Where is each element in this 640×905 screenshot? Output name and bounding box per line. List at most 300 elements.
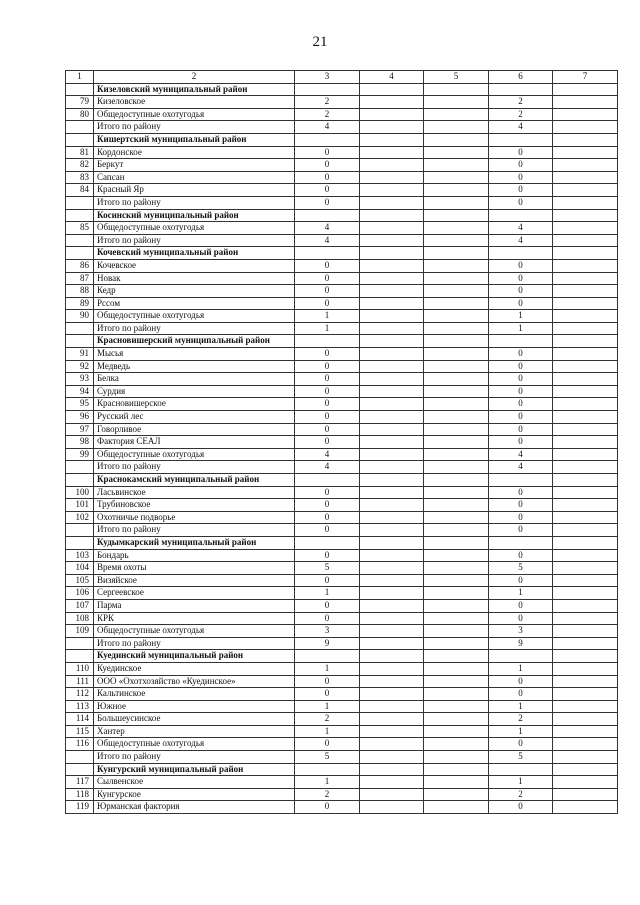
empty-cell (553, 247, 618, 260)
column-6-value: 0 (489, 146, 553, 159)
district-name: Кишертский муниципальный район (94, 133, 295, 146)
hunting-ground-name: Сапсан (94, 171, 295, 184)
row-number-cell: 87 (66, 272, 94, 285)
column-6-value: 4 (489, 448, 553, 461)
district-header-row (66, 83, 618, 96)
total-label: Итого по району (94, 121, 295, 134)
column-6-value: 5 (489, 562, 553, 575)
row-number-cell (66, 83, 94, 96)
empty-cell (553, 133, 618, 146)
empty-cell (360, 688, 424, 701)
district-total-row (66, 751, 618, 764)
empty-cell (553, 360, 618, 373)
empty-cell (553, 587, 618, 600)
table-body (66, 71, 618, 814)
row-number-cell (66, 637, 94, 650)
empty-cell (553, 348, 618, 361)
hunting-ground-name: Хантер (94, 725, 295, 738)
empty-cell (360, 322, 424, 335)
column-6-value: 1 (489, 310, 553, 323)
column-3-value: 0 (295, 486, 360, 499)
empty-cell (553, 196, 618, 209)
empty-cell (360, 524, 424, 537)
column-3-value: 0 (295, 259, 360, 272)
column-3-value: 4 (295, 222, 360, 235)
hunting-ground-name: Кунгурское (94, 788, 295, 801)
row-number-cell: 80 (66, 108, 94, 121)
hunting-ground-name: Красновишерское (94, 398, 295, 411)
row-number-cell: 101 (66, 499, 94, 512)
empty-cell (424, 625, 489, 638)
empty-cell (424, 385, 489, 398)
district-header-row (66, 763, 618, 776)
column-3-value: 0 (295, 385, 360, 398)
column-3-value: 0 (295, 436, 360, 449)
empty-cell (553, 625, 618, 638)
empty-cell (360, 599, 424, 612)
empty-cell (553, 448, 618, 461)
total-label: Итого по району (94, 637, 295, 650)
table-row (66, 713, 618, 726)
column-6-value: 1 (489, 725, 553, 738)
row-number-cell: 109 (66, 625, 94, 638)
table-row (66, 108, 618, 121)
empty-cell (360, 385, 424, 398)
empty-cell (489, 650, 553, 663)
empty-cell (553, 184, 618, 197)
column-3-value: 0 (295, 272, 360, 285)
table-row (66, 448, 618, 461)
row-number-cell (66, 536, 94, 549)
empty-cell (360, 499, 424, 512)
empty-cell (553, 650, 618, 663)
empty-cell (553, 776, 618, 789)
empty-cell (424, 574, 489, 587)
hunting-ground-name: Парма (94, 599, 295, 612)
empty-cell (553, 285, 618, 298)
hunting-ground-name: Говорливое (94, 423, 295, 436)
table-row (66, 688, 618, 701)
table-row (66, 272, 618, 285)
empty-cell (553, 171, 618, 184)
column-3-value: 1 (295, 700, 360, 713)
empty-cell (424, 650, 489, 663)
table-row (66, 310, 618, 323)
empty-cell (360, 247, 424, 260)
table-row (66, 486, 618, 499)
empty-cell (553, 738, 618, 751)
empty-cell (295, 247, 360, 260)
row-number-cell: 81 (66, 146, 94, 159)
table-row (66, 574, 618, 587)
district-name: Куединский муниципальный район (94, 650, 295, 663)
empty-cell (360, 612, 424, 625)
empty-cell (553, 159, 618, 172)
row-number-cell: 111 (66, 675, 94, 688)
empty-cell (295, 536, 360, 549)
column-6-value: 0 (489, 675, 553, 688)
column-6-value: 0 (489, 171, 553, 184)
empty-cell (424, 725, 489, 738)
empty-cell (424, 612, 489, 625)
empty-cell (424, 562, 489, 575)
column-3-value: 0 (295, 612, 360, 625)
hunting-ground-name: Бондарь (94, 549, 295, 562)
empty-cell (424, 297, 489, 310)
column-3-value: 1 (295, 587, 360, 600)
row-number-cell: 103 (66, 549, 94, 562)
column-3-value: 0 (295, 297, 360, 310)
empty-cell (424, 474, 489, 487)
empty-cell (553, 234, 618, 247)
empty-cell (424, 171, 489, 184)
district-name: Краснокамский муниципальный район (94, 474, 295, 487)
column-header: 5 (424, 71, 489, 84)
empty-cell (360, 448, 424, 461)
district-name: Кунгурский муниципальный район (94, 763, 295, 776)
empty-cell (553, 562, 618, 575)
hunting-ground-name: Кальтинское (94, 688, 295, 701)
empty-cell (424, 461, 489, 474)
district-total-row (66, 196, 618, 209)
total-label: Итого по району (94, 234, 295, 247)
hunting-ground-name: Новак (94, 272, 295, 285)
empty-cell (553, 801, 618, 814)
table-row (66, 587, 618, 600)
row-number-cell: 94 (66, 385, 94, 398)
table-row (66, 436, 618, 449)
empty-cell (424, 348, 489, 361)
empty-cell (424, 133, 489, 146)
empty-cell (424, 184, 489, 197)
column-6-value: 1 (489, 700, 553, 713)
empty-cell (424, 373, 489, 386)
column-3-value: 9 (295, 637, 360, 650)
district-total-row (66, 121, 618, 134)
table-row (66, 385, 618, 398)
column-number-header-row (66, 71, 618, 84)
hunting-ground-name: Русский лес (94, 411, 295, 424)
empty-cell (553, 486, 618, 499)
empty-cell (360, 83, 424, 96)
column-6-value: 9 (489, 637, 553, 650)
empty-cell (424, 159, 489, 172)
column-3-value: 0 (295, 524, 360, 537)
hunting-ground-name: Общедоступные охотугодья (94, 310, 295, 323)
column-6-value: 0 (489, 436, 553, 449)
hunting-ground-name: Беркут (94, 159, 295, 172)
district-header-row (66, 133, 618, 146)
column-3-value: 0 (295, 688, 360, 701)
hunting-ground-name: Общедоступные охотугодья (94, 222, 295, 235)
empty-cell (360, 436, 424, 449)
empty-cell (360, 763, 424, 776)
empty-cell (424, 662, 489, 675)
empty-cell (360, 486, 424, 499)
row-number-cell: 82 (66, 159, 94, 172)
empty-cell (553, 297, 618, 310)
district-header-row (66, 650, 618, 663)
empty-cell (295, 83, 360, 96)
table-row (66, 776, 618, 789)
column-3-value: 1 (295, 310, 360, 323)
empty-cell (360, 675, 424, 688)
empty-cell (553, 662, 618, 675)
column-3-value: 1 (295, 776, 360, 789)
row-number-cell (66, 133, 94, 146)
empty-cell (553, 751, 618, 764)
empty-cell (489, 536, 553, 549)
row-number-cell: 86 (66, 259, 94, 272)
hunting-ground-name: Белка (94, 373, 295, 386)
total-label: Итого по району (94, 524, 295, 537)
row-number-cell (66, 196, 94, 209)
row-number-cell: 95 (66, 398, 94, 411)
empty-cell (360, 96, 424, 109)
table-row (66, 373, 618, 386)
empty-cell (553, 385, 618, 398)
column-3-value: 0 (295, 574, 360, 587)
column-header: 4 (360, 71, 424, 84)
column-6-value: 2 (489, 96, 553, 109)
empty-cell (360, 222, 424, 235)
row-number-cell (66, 461, 94, 474)
empty-cell (424, 360, 489, 373)
empty-cell (553, 272, 618, 285)
column-3-value: 0 (295, 411, 360, 424)
row-number-cell: 91 (66, 348, 94, 361)
empty-cell (424, 587, 489, 600)
empty-cell (553, 637, 618, 650)
district-header-row (66, 209, 618, 222)
empty-cell (424, 234, 489, 247)
column-6-value: 4 (489, 121, 553, 134)
hunting-ground-name: Медведь (94, 360, 295, 373)
empty-cell (360, 184, 424, 197)
empty-cell (360, 209, 424, 222)
empty-cell (360, 348, 424, 361)
empty-cell (553, 108, 618, 121)
empty-cell (360, 360, 424, 373)
column-6-value: 0 (489, 524, 553, 537)
table-row (66, 549, 618, 562)
empty-cell (489, 247, 553, 260)
empty-cell (424, 108, 489, 121)
table-row (66, 662, 618, 675)
empty-cell (424, 486, 489, 499)
row-number-cell (66, 650, 94, 663)
column-6-value: 0 (489, 612, 553, 625)
column-3-value: 2 (295, 108, 360, 121)
column-3-value: 0 (295, 196, 360, 209)
column-6-value: 0 (489, 511, 553, 524)
empty-cell (360, 574, 424, 587)
empty-cell (360, 335, 424, 348)
empty-cell (360, 751, 424, 764)
column-6-value: 0 (489, 159, 553, 172)
table-row (66, 222, 618, 235)
row-number-cell: 97 (66, 423, 94, 436)
column-3-value: 5 (295, 751, 360, 764)
row-number-cell (66, 322, 94, 335)
column-3-value: 0 (295, 285, 360, 298)
empty-cell (553, 725, 618, 738)
column-6-value: 0 (489, 196, 553, 209)
empty-cell (360, 700, 424, 713)
empty-cell (424, 247, 489, 260)
district-header-row (66, 536, 618, 549)
row-number-cell: 115 (66, 725, 94, 738)
column-3-value: 0 (295, 511, 360, 524)
empty-cell (553, 96, 618, 109)
row-number-cell: 108 (66, 612, 94, 625)
column-3-value: 0 (295, 373, 360, 386)
row-number-cell: 110 (66, 662, 94, 675)
district-header-row (66, 335, 618, 348)
empty-cell (360, 461, 424, 474)
empty-cell (553, 461, 618, 474)
empty-cell (553, 146, 618, 159)
empty-cell (360, 725, 424, 738)
empty-cell (424, 524, 489, 537)
row-number-cell (66, 247, 94, 260)
hunting-ground-name: Визяйское (94, 574, 295, 587)
empty-cell (360, 511, 424, 524)
table-row (66, 700, 618, 713)
row-number-cell: 88 (66, 285, 94, 298)
column-6-value: 0 (489, 499, 553, 512)
hunting-ground-name: Большеусинское (94, 713, 295, 726)
row-number-cell: 96 (66, 411, 94, 424)
column-3-value: 0 (295, 146, 360, 159)
column-3-value: 0 (295, 184, 360, 197)
column-6-value: 1 (489, 322, 553, 335)
column-3-value: 4 (295, 461, 360, 474)
empty-cell (553, 788, 618, 801)
empty-cell (360, 625, 424, 638)
row-number-cell: 98 (66, 436, 94, 449)
row-number-cell (66, 751, 94, 764)
row-number-cell: 90 (66, 310, 94, 323)
column-6-value: 5 (489, 751, 553, 764)
column-3-value: 0 (295, 801, 360, 814)
row-number-cell: 99 (66, 448, 94, 461)
empty-cell (295, 650, 360, 663)
empty-cell (424, 448, 489, 461)
table-row (66, 738, 618, 751)
hunting-ground-name: Юрманская фактория (94, 801, 295, 814)
column-6-value: 0 (489, 184, 553, 197)
empty-cell (489, 763, 553, 776)
empty-cell (424, 96, 489, 109)
table-row (66, 159, 618, 172)
row-number-cell: 85 (66, 222, 94, 235)
hunting-grounds-table (65, 70, 618, 814)
hunting-ground-name: Ласьвинское (94, 486, 295, 499)
row-number-cell: 107 (66, 599, 94, 612)
empty-cell (424, 83, 489, 96)
empty-cell (553, 474, 618, 487)
hunting-ground-name: Сурдия (94, 385, 295, 398)
hunting-ground-name: Кордонское (94, 146, 295, 159)
empty-cell (424, 637, 489, 650)
empty-cell (360, 234, 424, 247)
table-row (66, 599, 618, 612)
row-number-cell (66, 234, 94, 247)
row-number-cell: 104 (66, 562, 94, 575)
empty-cell (360, 146, 424, 159)
empty-cell (360, 411, 424, 424)
table-row (66, 423, 618, 436)
row-number-cell: 84 (66, 184, 94, 197)
column-3-value: 2 (295, 788, 360, 801)
empty-cell (424, 121, 489, 134)
empty-cell (424, 536, 489, 549)
hunting-ground-name: Южное (94, 700, 295, 713)
row-number-cell (66, 209, 94, 222)
table-row (66, 612, 618, 625)
empty-cell (424, 259, 489, 272)
empty-cell (424, 310, 489, 323)
column-3-value: 5 (295, 562, 360, 575)
column-3-value: 2 (295, 96, 360, 109)
empty-cell (424, 688, 489, 701)
empty-cell (360, 423, 424, 436)
row-number-cell (66, 524, 94, 537)
empty-cell (424, 700, 489, 713)
table-row (66, 285, 618, 298)
empty-cell (553, 700, 618, 713)
empty-cell (553, 436, 618, 449)
hunting-ground-name: Общедоступные охотугодья (94, 108, 295, 121)
hunting-ground-name: Кочевское (94, 259, 295, 272)
row-number-cell: 92 (66, 360, 94, 373)
page-number: 21 (312, 34, 328, 50)
empty-cell (424, 322, 489, 335)
empty-cell (360, 398, 424, 411)
empty-cell (424, 335, 489, 348)
empty-cell (295, 209, 360, 222)
hunting-ground-name: Мысья (94, 348, 295, 361)
row-number-cell: 93 (66, 373, 94, 386)
empty-cell (295, 474, 360, 487)
empty-cell (360, 297, 424, 310)
empty-cell (489, 474, 553, 487)
district-name: Кудымкарский муниципальный район (94, 536, 295, 549)
row-number-cell: 114 (66, 713, 94, 726)
column-3-value: 0 (295, 423, 360, 436)
district-total-row (66, 524, 618, 537)
empty-cell (553, 574, 618, 587)
empty-cell (424, 599, 489, 612)
empty-cell (553, 310, 618, 323)
row-number-cell (66, 763, 94, 776)
hunting-ground-name: Куединское (94, 662, 295, 675)
hunting-ground-name: Трубиновское (94, 499, 295, 512)
row-number-cell: 118 (66, 788, 94, 801)
column-6-value: 3 (489, 625, 553, 638)
hunting-ground-name: Кизеловское (94, 96, 295, 109)
table-row (66, 499, 618, 512)
table-row (66, 625, 618, 638)
column-3-value: 4 (295, 448, 360, 461)
empty-cell (553, 536, 618, 549)
empty-cell (360, 474, 424, 487)
column-header: 6 (489, 71, 553, 84)
empty-cell (424, 285, 489, 298)
table-row (66, 725, 618, 738)
table-row (66, 801, 618, 814)
